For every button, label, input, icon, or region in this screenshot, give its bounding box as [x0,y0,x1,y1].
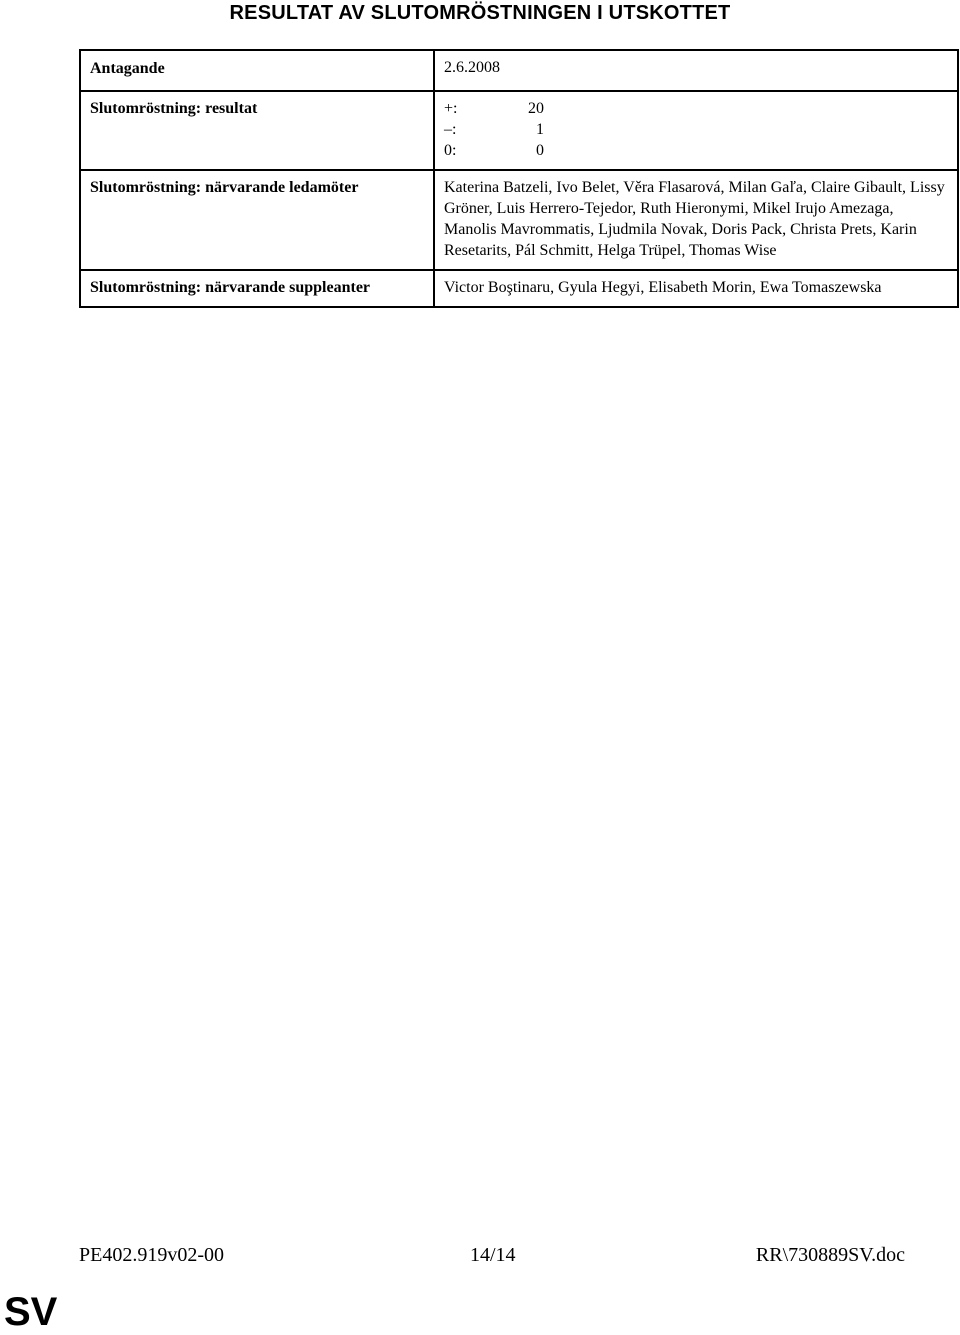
substitutes-label: Slutomröstning: närvarande suppleanter [80,270,434,307]
vote-count-for: 20 [528,100,544,117]
vote-symbol-abstain: 0: [444,142,457,159]
members-list: Katerina Batzeli, Ivo Belet, Věra Flasarová, Milan Gaľa, Claire Gibault, Lissy Gröner, Luis Herrero-Tejedor, Ruth Hieronymi, Mikel Irujo Amezaga, Manolis Mavrommatis, Ljudmila Novak, Doris Pack, Christa Prets, Karin Resetarits, Pál Schmitt, Helga Trüpel, Thomas Wise [434,170,958,270]
vote-count-abstain: 0 [536,142,544,159]
footer-doc-ref: PE402.919v02-00 [79,1244,224,1266]
language-code: SV [4,1290,58,1334]
substitutes-list: Victor Boştinaru, Gyula Hegyi, Elisabeth Morin, Ewa Tomaszewska [434,270,958,307]
result-votes [434,91,958,170]
vote-count-against: 1 [536,121,544,138]
members-label: Slutomröstning: närvarande ledamöter [80,170,434,270]
result-label: Slutomröstning: resultat [80,91,434,170]
table-row-substitutes [80,270,958,307]
footer-file-name: RR\730889SV.doc [755,1244,905,1266]
table-row-result [80,91,958,170]
footer-page-number: 14/14 [470,1244,516,1266]
votes-grid [444,98,949,161]
vote-result-table [79,49,959,308]
vote-symbol-against: –: [444,121,457,138]
table-row-members [80,170,958,270]
vote-symbol-for: +: [444,100,458,117]
adoption-date: 2.6.2008 [434,50,958,91]
table-row-adoption [80,50,958,91]
page-title: RESULTAT AV SLUTOMRÖSTNINGEN I UTSKOTTET [229,2,731,24]
adoption-label: Antagande [80,50,434,91]
